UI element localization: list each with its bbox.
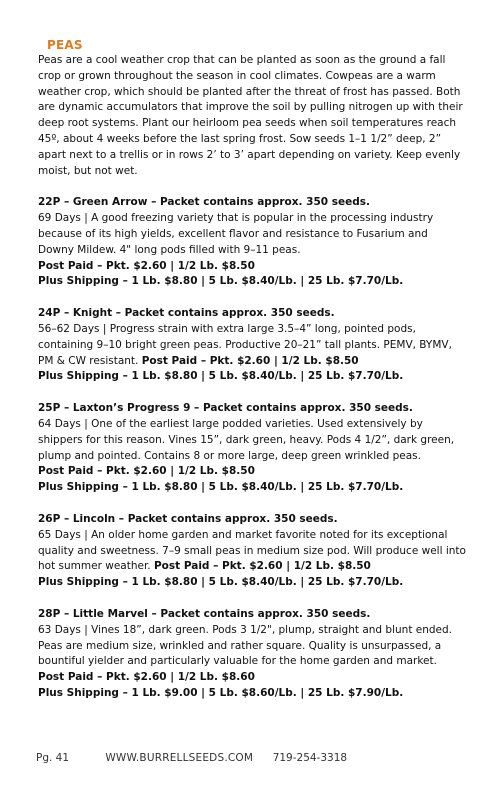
page-number: Pg. 41	[36, 752, 70, 764]
seed-entry-little-marvel	[38, 607, 466, 702]
entry-description: 65 Days | An older home garden and market favorite noted for its exceptional quality and sweetness. 7–9 small peas in medium size pod. Will produce well into hot summer weather. Post Paid – Pkt. $2.60 | 1/2 Lb. $8.50	[38, 528, 466, 573]
shipping-price: Plus Shipping – 1 Lb. $8.80 | 5 Lb. $8.40/Lb. | 25 Lb. $7.70/Lb.	[38, 576, 404, 589]
shipping-price: Plus Shipping – 1 Lb. $8.80 | 5 Lb. $8.40/Lb. | 25 Lb. $7.70/Lb.	[38, 370, 404, 383]
seed-entry-laxtons-progress	[38, 401, 466, 496]
post-paid-price: Post Paid – Pkt. $2.60 | 1/2 Lb. $8.50	[141, 354, 359, 367]
shipping-price: Plus Shipping – 1 Lb. $9.00 | 5 Lb. $8.60/Lb. | 25 Lb. $7.90/Lb.	[38, 686, 404, 699]
shipping-price: Plus Shipping – 1 Lb. $8.80 | 5 Lb. $8.40/Lb. | 25 Lb. $7.70/Lb.	[38, 481, 404, 494]
entry-title: 24P – Knight – Packet contains approx. 350 seeds.	[38, 307, 335, 320]
entry-description: 69 Days | A good freezing variety that is popular in the processing industry because of its high yields, excellent flavor and resistance to Fusarium and Downy Mildew. 4" long pods filled with 9–11 peas.	[38, 212, 434, 256]
page-footer	[36, 752, 347, 764]
post-paid-price: Post Paid – Pkt. $2.60 | 1/2 Lb. $8.60	[38, 671, 255, 684]
post-paid-price: Post Paid – Pkt. $2.60 | 1/2 Lb. $8.50	[153, 560, 371, 573]
entry-title: 26P – Lincoln – Packet contains approx. 350 seeds.	[38, 512, 338, 525]
entry-description: 63 Days | Vines 18”, dark green. Pods 3 1/2", plump, straight and blunt ended. Peas are medium size, wrinkled and rather square. Quality is unsurpassed, a bountiful yielder and particularly valuable for the home garden and market.	[38, 623, 453, 668]
post-paid-price: Post Paid – Pkt. $2.60 | 1/2 Lb. $8.50	[38, 465, 255, 478]
entry-title: 22P – Green Arrow – Packet contains approx. 350 seeds.	[38, 196, 370, 209]
section-intro: Peas are a cool weather crop that can be planted as soon as the ground a fall crop or grown throughout the season in cool climates. Cowpeas are a warm weather crop, which should be planted after the threat of frost has passed. Both are dynamic accumulators that improve the soil by pulling nitrogen up with their deep root systems. Plant our heirloom pea seeds when soil temperatures reach 45º, about 4 weeks before the last spring frost. Sow seeds 1–1 1/2” deep, 2” apart next to a trellis or in rows 2’ to 3’ apart depending on variety. Keep evenly moist, but not wet.	[38, 54, 463, 177]
section-title: PEAS	[47, 38, 83, 52]
seed-entry-lincoln	[38, 512, 466, 591]
entry-title: 25P – Laxton’s Progress 9 – Packet contains approx. 350 seeds.	[38, 402, 413, 415]
entry-description: 56–62 Days | Progress strain with extra large 3.5–4” long, pointed pods, containing 9–10 bright green peas. Productive 20–21” tall plants. PEMV, BYMV, PM & CW resistant. Post Paid – Pkt. $2.60 | 1/2 Lb. $8.50	[38, 322, 452, 367]
seed-entry-knight	[38, 306, 466, 385]
shipping-price: Plus Shipping – 1 Lb. $8.80 | 5 Lb. $8.40/Lb. | 25 Lb. $7.70/Lb.	[38, 275, 404, 288]
phone-number: 719-254-3318	[272, 752, 348, 764]
entry-description: 64 Days | One of the earliest large podded varieties. Used extensively by shippers for this reason. Vines 15”, dark green, heavy. Pods 4 1/2”, dark green, plump and pointed. Contains 8 or more large, deep green wrinkled peas.	[38, 417, 455, 462]
website-link[interactable]: WWW.BURRELLSEEDS.COM	[105, 752, 254, 764]
entry-title: 28P – Little Marvel – Packet contains approx. 350 seeds.	[38, 607, 371, 620]
seed-entry-green-arrow	[38, 195, 466, 290]
post-paid-price: Post Paid – Pkt. $2.60 | 1/2 Lb. $8.50	[38, 259, 255, 272]
